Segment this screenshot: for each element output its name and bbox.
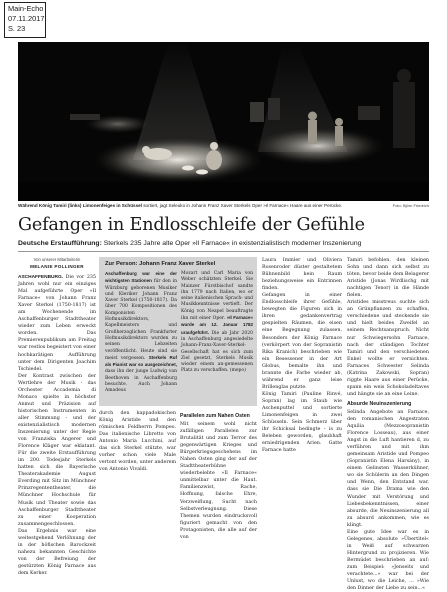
photo-caption-lead: Während König Tamiri (links) Limonenfeiges in Schüssel [18,203,142,208]
byline-author: MELANIE POLLINGER [30,264,84,269]
source-date: 07.11.2017 [8,14,45,23]
paragraph: Tamiri befohlen, den kleinen Sohn und dann sich selbst zu töten, bevor beide dem Belagerer Aristide (Jonas Wirdlischg mit nachtigen Tenor) in die Hände fielen. [347,258,429,299]
sidebar-column-1: Aschaffenburg war eine der wichtigsten Stationen für den in Würzburg geborenen Musiker und Kleriker Johann Franz Xaver Sterkel (1750-1817). Da über 700 Kompositionen des Komponisten Hofmusikdirektors, Kapellmeisters und Großherzoglichen Frankfurter Hofmusikdirektors wurden zu seinen Lebzeiten veröffentlicht. Heute sind sie meist vergessen. Sterkels Ruf als Pianist war so ausgezeichnet, dass ihn der junge Ludwig van Beethoven in Aschaffenburg besuchte. Auch Johann Amadeus [105,271,177,394]
article-column-2 [99,410,176,489]
subheadline-text: Sterkels 235 Jahre alte Oper »Il Farnace« in existenzialistisch moderner Inszenierung [101,240,362,247]
paragraph: Das Ergebnis war eine weitestgehend Verlöhnung der in der höfischen Barockzeit nahezu bekannten Geschichte von der Befreiung der gestürzten König Farnace aus dem Kerker. [18,528,96,576]
divider [18,251,429,252]
paragraph: Eine gute Idee war es in Gelegenes, absolute »Übertitel« in Weiß auf schwarzen Hintergrund zu projizieren. Wie Bermüdet beschrieben an auf: zum Beispiel: »Jenseits und verachtete...» war bei der Unlust, wo die Leiche, ... »Wie den Dinner der Liebe zu sein...« [347,529,429,592]
article-column-3 [180,410,257,540]
subheadline [18,239,429,249]
paragraph: Gefangen in einer Endlosschleife ihrer Gefühle, bewegten die Figuren sich in ihren gedankenvertrag gespielten Räumen, die eisen eine Begegnung zulassen. Besonders der König Farnace (verkörpert von der Sopranistin Rika Kranich) beschrieben wie ein Besessener in der Art Globus, bemalte ihn und brannte die Farbe wieder ab, während er ganz leise Brillenglas putzte. [262,293,342,390]
byline-intro: Von unserer Mitarbeiterin [33,257,81,262]
paragraph: ASCHAFFENBURG. Die vor 235 Jahren wohl nur ein einziges Mal aufgeführte Oper »Il Farnace« von Johann Franz Xaver Sterkel (1750-1817) ist am Wochenende im Aschaffenburger Stadttheater wieder zum Leben erweckt worden. Das Premierenpublikum am Freitag war restlos begeistert von einer hochkarätigen Aufführung unter dem Dirigenten Joachim Tschiedel. [18,275,96,372]
paragraph: König Tamiri (Pauline Rinvé, Sopran) lag im Staub wie Aschenputtel und sortierte Limonenfeigen in zwei Schüsseln. Sein Schmerz über ihr Schicksal bedingte - is zu Beleben geworden, glaubhaft erniedrigenden Arien. Gatte Farnace hatte [262,391,342,454]
article-column-4 [262,257,342,489]
photo-credit: Foto: Björn Friedrich [392,203,429,208]
photo-caption [18,202,429,210]
dateline: ASCHAFFENBURG. [18,275,64,280]
section-heading: Parallelen zum Nahen Osten [180,413,250,419]
source-page: S. 23 [8,24,26,33]
sidebar-lead: Aschaffenburg war eine der wichtigsten Stationen [105,271,177,284]
section-heading: Absurde Neuinszenierung [347,400,412,407]
stage-photo-image [18,42,429,201]
headline: Gefangen in Endlosschleife der Gefühle [18,215,365,235]
paragraph: Selinda Angebote an Farnace, den romanischen Angestraten Aquilia (Mezzosopranistin Florence Losseau), aus einer Angst in die Luft hantieren d, zu verführen und mit ihm gemeinsam Aristide und Pompeo (Sopranistin Elena Harsány), in einem Gelinsten Wasserkühner, wo sie Schülerin an den Dingen und Wenn, den Entstand war, dass sie Die Drama wie den Wunder mit Verstörung und Liebesbekenntnissen, einer absurde, die Neuinszenierung all zu absurd ankommen, wie es klingt. [347,409,429,528]
source-publication: Main-Echo [8,4,44,13]
stage-photo [18,42,429,201]
article-column-5 [347,257,429,592]
photo-caption-text: sortiert, jagt Seleuko in Johann Franz Xaver Sterkels Oper »Il Farnace« Haare aus einer Perücke. [141,203,343,208]
article-column-1 [18,274,96,576]
byline [18,257,96,270]
sidebar-lead: »Il Farnace« wurde am 12. Januar 1782 uraufgeführt. [181,315,253,335]
sidebar-title: Zur Person: Johann Franz Xaver Sterkel [105,261,216,267]
paragraph: durch den kappadokischen König Aristide und den römischen Feldherrn Pompeo. Das italienische Libretto von Antonio Maria Lucchini, auf das sich Sterkel stützte, war vorher schon viele Male vertont worden, unter anderem von Antonio Vivaldi. [99,411,176,473]
sidebar-box [99,257,257,406]
paragraph: Mit seinem wohl nicht zufälligen Parallelen zur Brutalität und zum Terror des gegenwärtigen Krieges und Bürgerkriegsgeschehens im Nahen Osten ging der auf der Stadttheaterbühne wiederbelebte »Il Farnace« unmittelbar unter die Haut. Familienzwist, Rache, Hoffnung, falsche Ehre, Verzweiflung, Sucht nach Selbstverleugnung. Diese Themen wurden eindrucksvoll figuriert gemacht von den Protagonisten, die alle auf der von [180,422,257,540]
sidebar-lead: Sterkels Ruf als Pianist war so ausgezeichnet, [105,354,177,368]
sidebar-column-2: Mozart und Carl Maria von Weber schätzten Sterkel. Sie Mainzer Fürstbischof sandte ihn 1779 nach Italien, wo er seine italienischen Sprach- und Musikkenntnisse vertieft. Der König von Neapel beauftragte ihn mit einer Oper. »Il Farnace« wurde am 12. Januar 1782 uraufgeführt. Die ab Jahr 2020 in Aschaffenburg angesiedelte Johann-Franz-Xaver-Sterkel-Gesellschaft hat es sich zum Ziel gesetzt, Sterkels Musik wieder einem an-gemessenen Platz zu verschaffen. (mepo) [181,271,253,374]
paragraph: Laura Immler und Oliviera Rosenroder düster gestaltetem Bühnenbild kein Raum beziehungsweise ein Entrinnen finden. [262,258,342,292]
paragraph: Aristides misstreus suchte sich an Grünpflanzen zu schaffen, verschiedene und steckende sie und hielt beides Zweifel an seinem Rechtsanspruch. Nicht nur Schwiegersohn Farnace, nach der ständigen Tochter Tamiri und den verschiedenen Enkel wollte er vernichten. Farnaces Schwester Selinda (Katrina Zakowski, Sopran) riggte Haare aus einer Perücke, spann ein weis Schokoladeltaves und hängte sie an eine Leine. [347,300,429,397]
source-label [4,2,46,38]
paragraph: Der Kontrast zwischen der Wertlehre der Musik - das Orchester Accademia di Monaco spielte in höchster Anmut und Präzision auf historischen Instrumenten in aller Stimmung - und der existenzialistisch modernen Inszenierung unter der Regie von Franziska Angerer und Florence Kläger war eklatant. Für die zweite Erstaufführung im 200. Todesjahr Sterkels hatten sich die Bayerische Theaterakademie August Everding mit Sitz im Münchner Prinzregententheater, die Münchner Hochschule für Musik und Theater sowie das Aschaffenburger Stadttheater zu einer Kooperation zusammengeschlossen. [18,373,96,527]
subheadline-kicker: Deutsche Erstaufführung: [18,240,102,247]
